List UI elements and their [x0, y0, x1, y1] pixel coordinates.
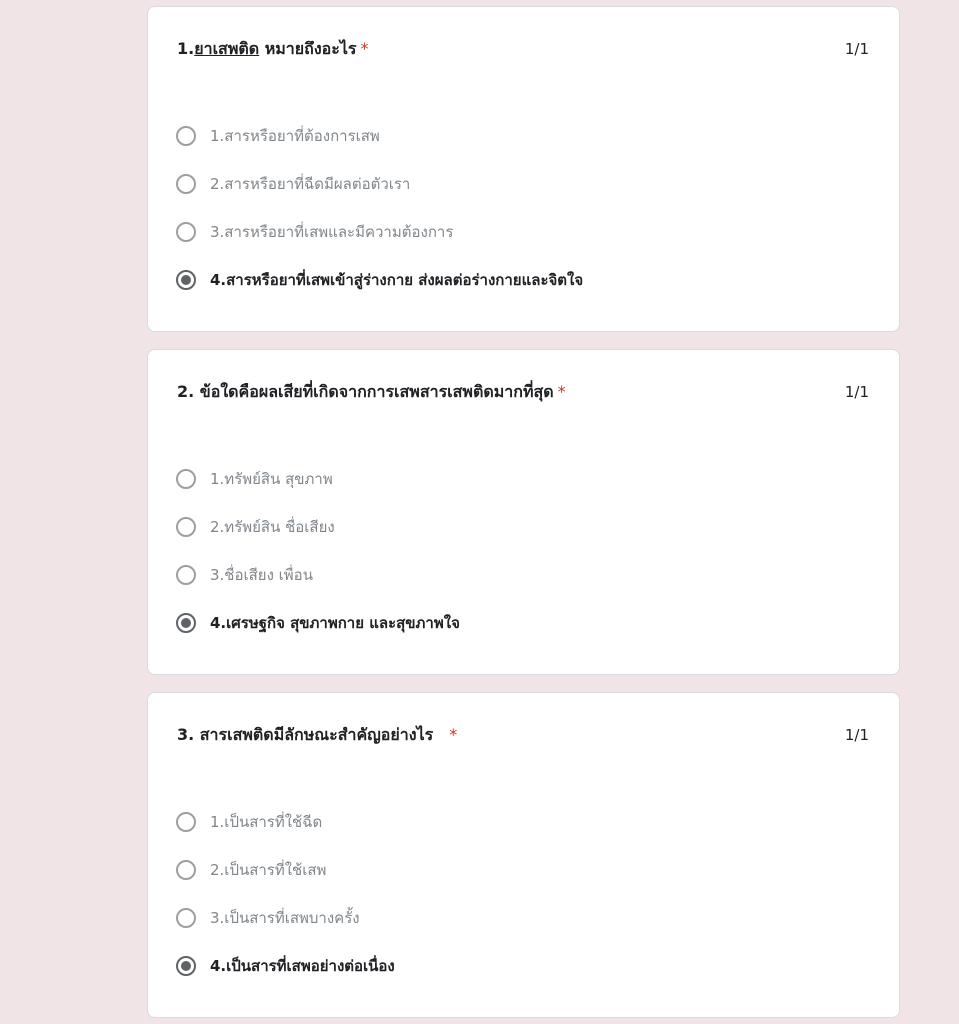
- options-list: [176, 112, 583, 304]
- radio-button[interactable]: [176, 222, 196, 242]
- question-keyword: ยาเสพติด: [194, 39, 260, 58]
- option-label: 2.ทรัพย์สิน ชื่อเสียง: [210, 518, 335, 536]
- question-card-3: [147, 692, 900, 1018]
- option-label: 1.ทรัพย์สิน สุขภาพ: [210, 470, 333, 488]
- option-3[interactable]: [176, 894, 395, 942]
- option-4[interactable]: [176, 599, 460, 647]
- radio-button-selected[interactable]: [176, 613, 196, 633]
- option-label: 4.เศรษฐกิจ สุขภาพกาย และสุขภาพใจ: [210, 614, 460, 632]
- option-3[interactable]: [176, 551, 460, 599]
- question-card-1: [147, 6, 900, 332]
- radio-button[interactable]: [176, 812, 196, 832]
- score-label: 1/1: [844, 383, 869, 401]
- radio-button-selected[interactable]: [176, 270, 196, 290]
- option-4[interactable]: [176, 256, 583, 304]
- option-1[interactable]: [176, 455, 460, 503]
- score-label: 1/1: [844, 726, 869, 744]
- radio-button[interactable]: [176, 908, 196, 928]
- option-4[interactable]: [176, 942, 395, 990]
- radio-button[interactable]: [176, 517, 196, 537]
- options-list: [176, 798, 395, 990]
- score-label: 1/1: [844, 40, 869, 58]
- option-label: 1.เป็นสารที่ใช้ฉีด: [210, 813, 323, 831]
- question-title: 3. สารเสพติดมีลักษณะสำคัญอย่างไร *: [177, 725, 458, 744]
- question-title: 2. ข้อใดคือผลเสียที่เกิดจากการเสพสารเสพติดมากที่สุด *: [177, 382, 566, 401]
- option-1[interactable]: [176, 112, 583, 160]
- radio-button[interactable]: [176, 565, 196, 585]
- option-label: 2.สารหรือยาที่ฉีดมีผลต่อตัวเรา: [210, 175, 411, 193]
- option-label: 2.เป็นสารที่ใช้เสพ: [210, 861, 327, 879]
- option-label: 3.ชื่อเสียง เพื่อน: [210, 566, 313, 584]
- radio-button[interactable]: [176, 860, 196, 880]
- radio-button-selected[interactable]: [176, 956, 196, 976]
- option-1[interactable]: [176, 798, 395, 846]
- options-list: [176, 455, 460, 647]
- radio-button[interactable]: [176, 126, 196, 146]
- option-2[interactable]: [176, 846, 395, 894]
- option-label: 4.สารหรือยาที่เสพเข้าสู่ร่างกาย ส่งผลต่อร่างกายและจิตใจ: [210, 271, 584, 289]
- required-asterisk: *: [557, 382, 566, 401]
- radio-button[interactable]: [176, 469, 196, 489]
- question-card-2: [147, 349, 900, 675]
- option-label: 4.เป็นสารที่เสพอย่างต่อเนื่อง: [210, 957, 395, 975]
- option-label: 3.สารหรือยาที่เสพและมีความต้องการ: [210, 223, 454, 241]
- option-label: 1.สารหรือยาที่ต้องการเสพ: [210, 127, 380, 145]
- radio-button[interactable]: [176, 174, 196, 194]
- option-2[interactable]: [176, 503, 460, 551]
- option-label: 3.เป็นสารที่เสพบางครั้ง: [210, 909, 360, 927]
- question-title: 1.ยาเสพติด หมายถึงอะไร *: [177, 39, 369, 58]
- required-asterisk: *: [360, 39, 369, 58]
- option-2[interactable]: [176, 160, 583, 208]
- option-3[interactable]: [176, 208, 583, 256]
- required-asterisk: *: [449, 725, 458, 744]
